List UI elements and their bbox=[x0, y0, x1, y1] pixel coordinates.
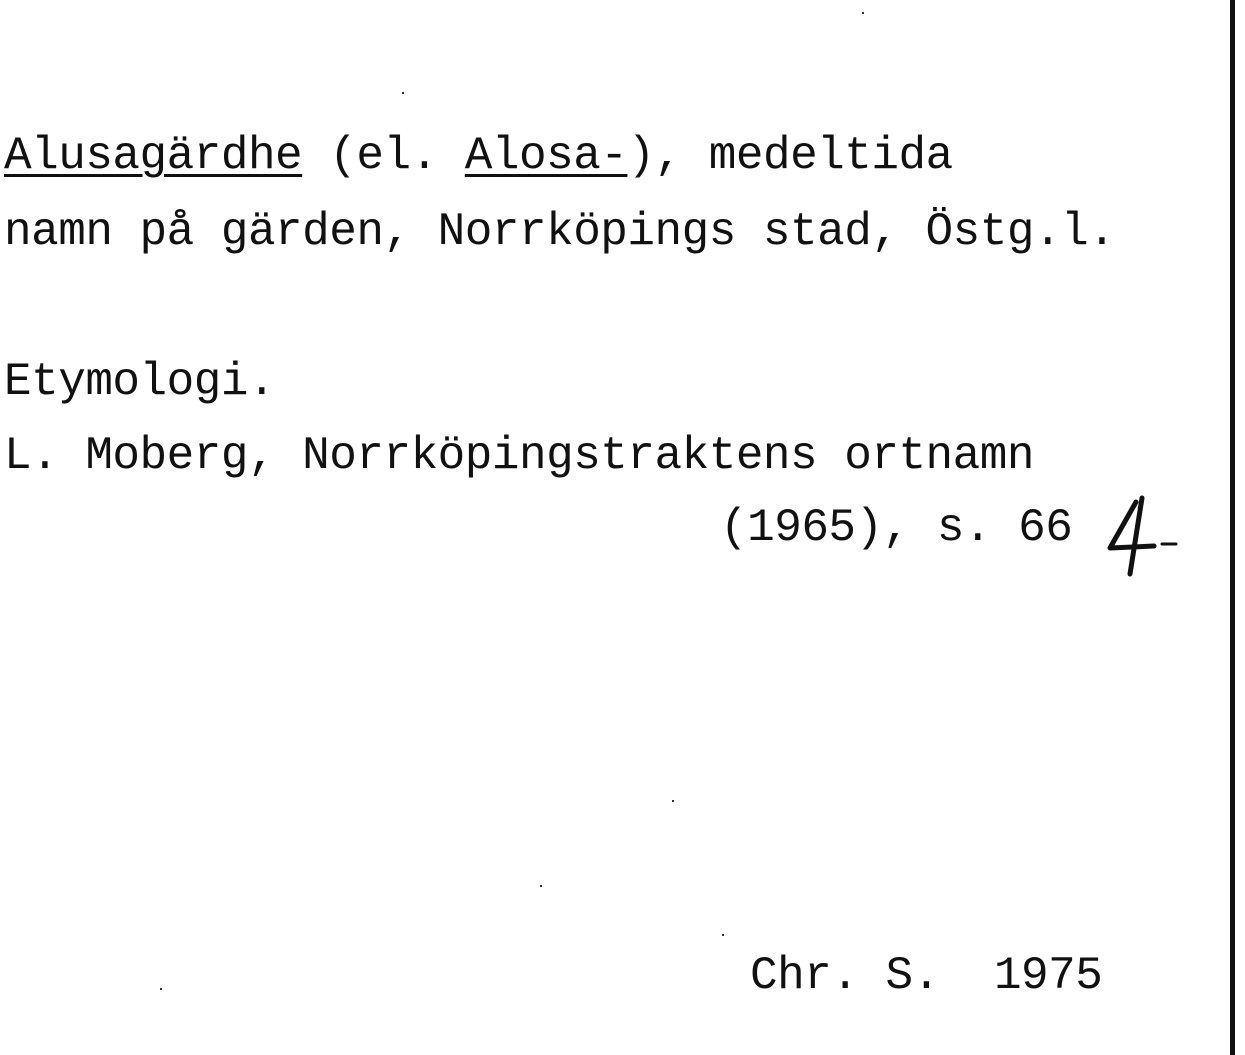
scan-speck bbox=[862, 12, 864, 14]
description-line: namn på gärden, Norrköpings stad, Östg.l. bbox=[4, 206, 1116, 258]
variant-name: Alosa- bbox=[464, 130, 628, 182]
scan-speck bbox=[160, 988, 162, 990]
variant-close: ), medeltida bbox=[627, 130, 953, 182]
headword-line bbox=[4, 128, 953, 184]
scan-speck bbox=[540, 885, 542, 887]
scan-speck bbox=[722, 934, 724, 936]
card-edge-line bbox=[1230, 0, 1235, 1055]
variant-open: (el. bbox=[302, 130, 465, 182]
reference-line-2: (1965), s. 66 bbox=[720, 502, 1073, 554]
signature-line: Chr. S. 1975 bbox=[750, 950, 1103, 1002]
headword: Alusagärdhe bbox=[4, 130, 303, 182]
handwritten-page-correction bbox=[1104, 492, 1184, 582]
scan-speck bbox=[402, 92, 404, 94]
section-heading: Etymologi. bbox=[4, 356, 276, 408]
scan-speck bbox=[672, 800, 674, 802]
reference-line-1: L. Moberg, Norrköpingstraktens ortnamn bbox=[4, 430, 1034, 482]
